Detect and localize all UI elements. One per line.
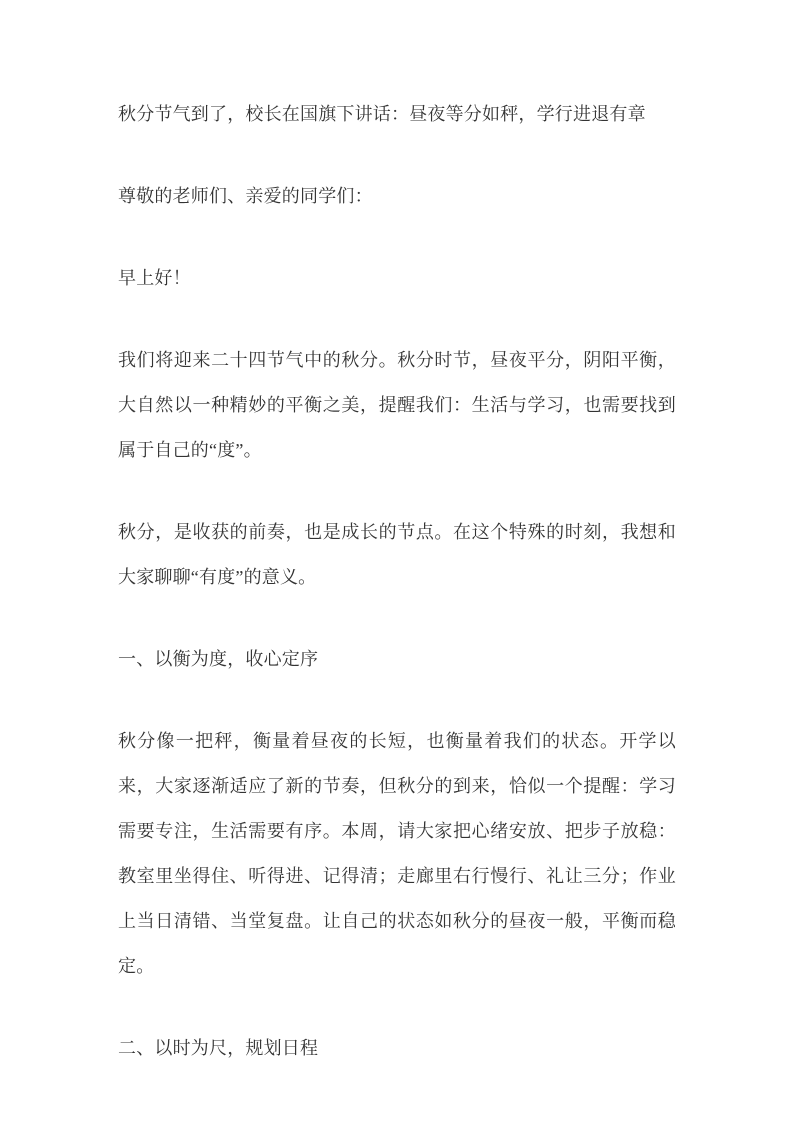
section-heading-2: 二、以时为尺，规划日程 — [118, 1038, 319, 1058]
document-title: 秋分节气到了，校长在国旗下讲话：昼夜等分如秤，学行进退有章 — [118, 104, 646, 124]
section-heading-1: 一、以衡为度，收心定序 — [118, 649, 319, 669]
greeting-line: 早上好！ — [118, 268, 191, 288]
paragraph-intro-qiufen: 我们将迎来二十四节气中的秋分。秋分时节，昼夜平分，阴阳平衡，大自然以一种精妙的平衡之美，提醒我们：生活与学习，也需要找到属于自己的“度”。 — [118, 350, 676, 460]
paragraph-section-1-body: 秋分像一把秤，衡量着昼夜的长短，也衡量着我们的状态。开学以来，大家逐渐适应了新的节奏，但秋分的到来，恰似一个提醒：学习需要专注，生活需要有序。本周，请大家把心绪安放、把步子放稳：教室里坐得住、听得进、记得清；走廊里右行慢行、礼让三分；作业上当日清错、当堂复盘。让自己的状态如秋分的昼夜一般，平衡而稳定。 — [118, 731, 676, 976]
paragraph-youdu-meaning: 秋分，是收获的前奏，也是成长的节点。在这个特殊的时刻，我想和大家聊聊“有度”的意义。 — [118, 522, 676, 587]
salutation-line: 尊敬的老师们、亲爱的同学们： — [118, 186, 373, 206]
